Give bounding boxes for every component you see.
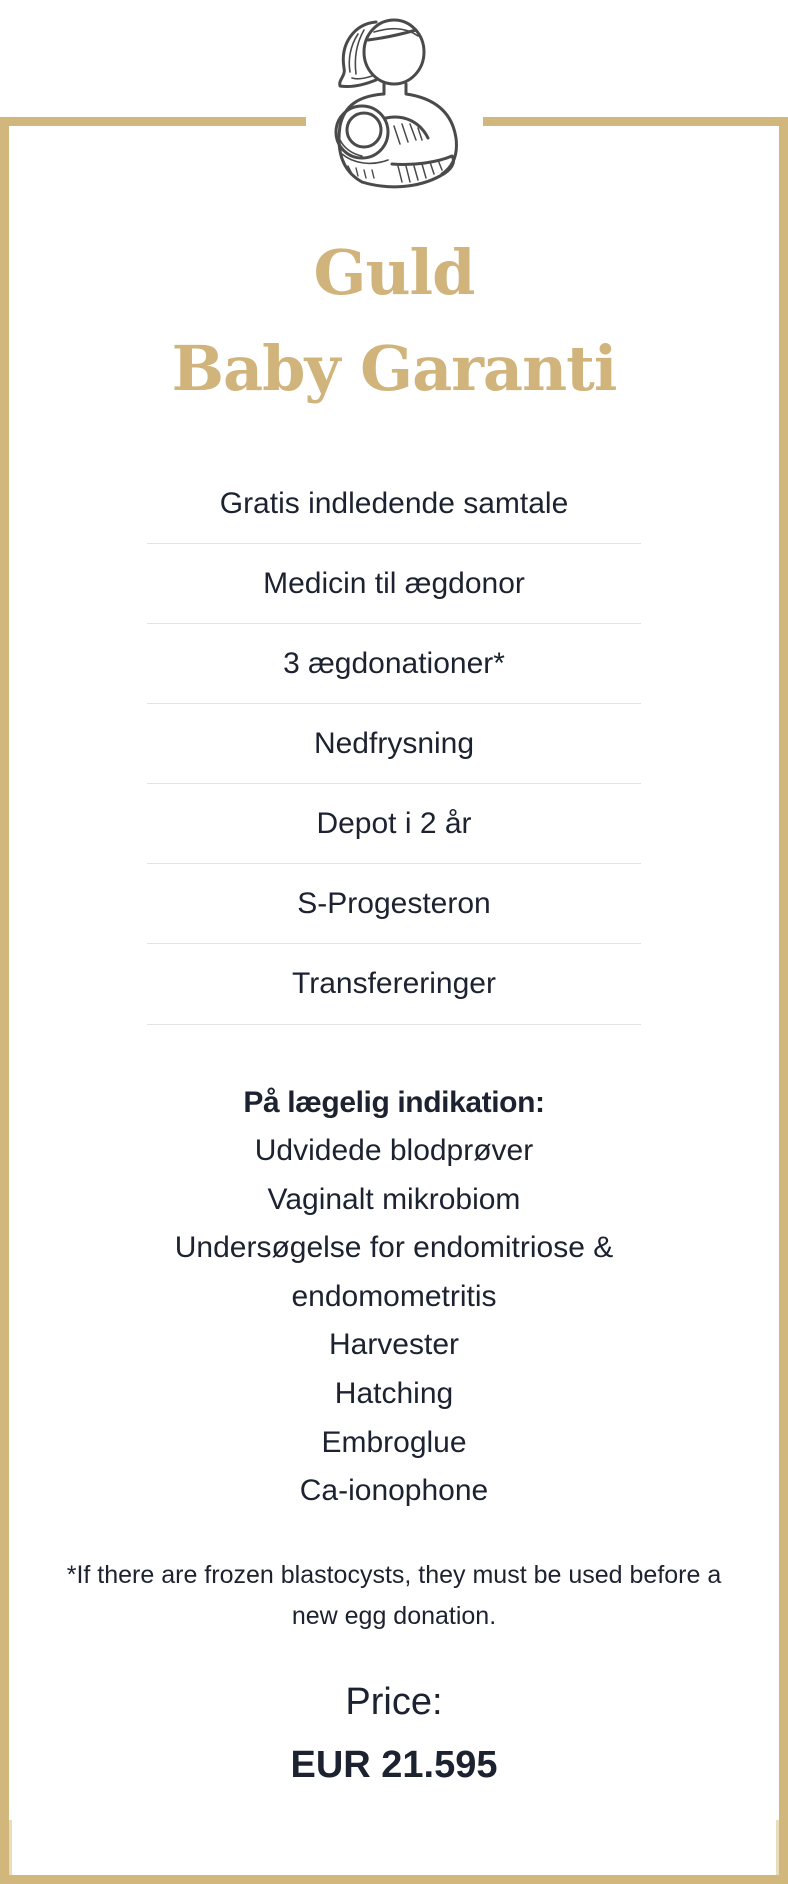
list-item: Transfereringer <box>147 944 641 1025</box>
list-item: Medicin til ægdonor <box>147 544 641 624</box>
indication-item: endomometritis <box>291 1279 497 1313</box>
list-item: Gratis indledende samtale <box>147 464 641 544</box>
footnote: *If there are frozen blastocysts, they must be used before a new egg donation. <box>66 1561 722 1630</box>
indication-item: Undersøgelse for endomitriose & <box>174 1231 614 1265</box>
indication-item: Udvidede blodprøver <box>254 1134 534 1167</box>
frame-top-right-border <box>483 117 788 126</box>
price-label: Price: <box>345 1681 443 1723</box>
list-item: S-Progesteron <box>147 864 641 944</box>
page-title-line-1: Guld <box>313 236 475 309</box>
frame-inner-left-shade <box>9 1820 12 1875</box>
feature-list <box>147 464 641 1025</box>
frame-inner-right-shade <box>776 1820 779 1875</box>
indication-item: Vaginalt mikrobiom <box>267 1182 521 1216</box>
mother-holding-baby-icon <box>318 14 470 194</box>
indication-item: Embroglue <box>321 1425 467 1459</box>
page-title-line-2: Baby Garanti <box>171 332 617 405</box>
price-value: EUR 21.595 <box>290 1744 498 1786</box>
indication-item: Hatching <box>334 1376 454 1410</box>
medical-indication-section <box>100 1079 688 1516</box>
frame-bottom-border <box>0 1875 788 1884</box>
indication-item: Harvester <box>328 1328 460 1362</box>
list-item: Nedfrysning <box>147 704 641 784</box>
list-item: 3 ægdonationer* <box>147 624 641 704</box>
indication-item: Ca-ionophone <box>299 1474 489 1508</box>
indication-heading: På lægelig indikation: <box>243 1086 545 1119</box>
frame-top-left-border <box>0 117 306 126</box>
list-item: Depot i 2 år <box>147 784 641 864</box>
